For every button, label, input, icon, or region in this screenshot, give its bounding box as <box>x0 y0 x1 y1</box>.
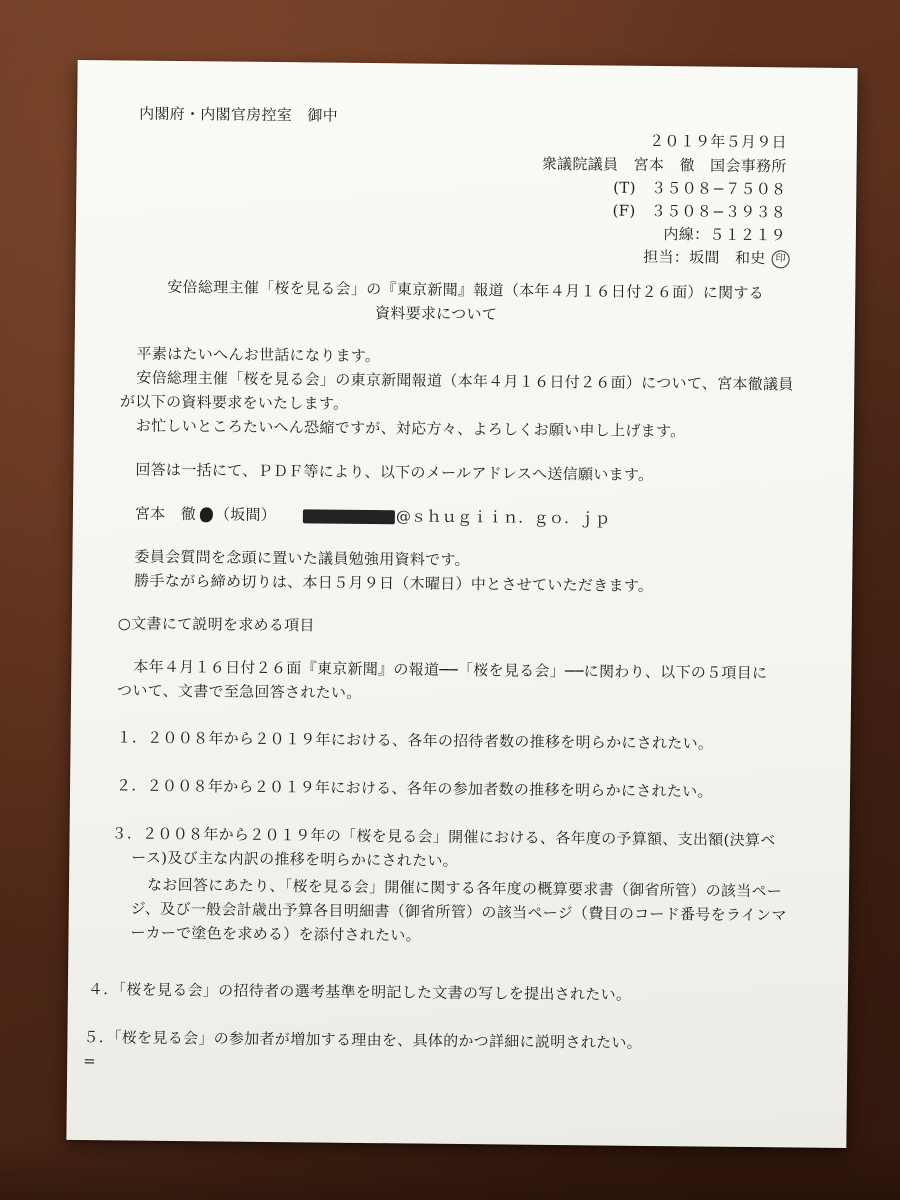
redaction-blob <box>200 507 213 522</box>
item-3-note-line-3: ーカーで塗色を求める）を添付されたい。 <box>130 923 422 945</box>
section-heading: ○文書にて説明を求める項目 <box>117 614 315 635</box>
title-line-2: 資料要求について <box>374 304 498 324</box>
section-intro-line-1: 本年４月１６日付２６面『東京新聞』の報道──「桜を見る会」──に関わり、以下の５項目に <box>133 657 768 683</box>
addressee: 内閣府・内閣官房控室 御中 <box>139 104 339 125</box>
contact-line <box>643 249 790 269</box>
section-intro-line-2: ついて、文書で至急回答されたい。 <box>116 681 362 702</box>
item-2: ２．２００８年から２０１９年における、各年の参加者数の推移を明らかにされたい。 <box>115 776 713 801</box>
letter-date: ２０１９年５月９日 <box>649 131 787 152</box>
intro-line-4: お忙しいところたいへん恐縮ですが、対応方々、よろしくお願い申し上げます。 <box>135 416 686 441</box>
recipient-name: 宮本 徹 <box>134 504 197 524</box>
note-line-1: 委員会質問を念頭に置いた議員勉強用資料です。 <box>134 547 470 570</box>
reply-instruction: 回答は一括にて、ＰＤＦ等により、以下のメールアドレスへ送信願います。 <box>135 460 654 484</box>
redacted-email-user <box>303 509 395 524</box>
recipient-contact: （坂間） <box>214 505 277 525</box>
table-surface <box>0 1140 900 1200</box>
end-mark: = <box>83 1052 97 1071</box>
intro-line-1: 平素はたいへんお世話になります。 <box>136 344 381 366</box>
document-page <box>66 60 857 1148</box>
intro-line-3: が以下の資料要求をいたします。 <box>120 392 349 413</box>
item-5: ５．「桜を見る会」の参加者が増加する理由を、具体的かつ詳細に説明されたい。 <box>83 1028 643 1052</box>
item-3-line-1: ３．２００８年から２０１９年の「桜を見る会」開催における、各年度の予算額、支出額(決算ベ <box>111 824 776 850</box>
sender-extension: 内線：５１２１９ <box>663 225 786 245</box>
item-3-note-line-1: なお回答にあたり、「桜を見る会」開催に関する各年度の概算要求書（御省所管）の該当ペー <box>146 875 783 901</box>
item-3-note-line-2: ジ、及び一般会計歳出予算各目明細書（御省所管）の該当ページ（費目のコード番号をラインマ <box>130 899 787 925</box>
sender-office: 衆議院議員 宮本 徹 国会事務所 <box>541 154 787 176</box>
item-4: ４．「桜を見る会」の招待者の選考基準を明記した文書の写しを提出されたい。 <box>87 980 632 1004</box>
title-line-1: 安倍総理主催「桜を見る会」の『東京新聞』報道（本年４月１６日付２６面）に関する <box>167 277 765 303</box>
email-domain: @ｓｈｕｇｉｉｎ．ｇｏ．ｊｐ <box>395 507 611 528</box>
item-3-line-2: ース)及び主な内訳の推移を明らかにされたい。 <box>131 848 459 870</box>
contact-person: 担当：坂間 和史 <box>643 247 766 268</box>
seal-mark: 印 <box>772 250 790 268</box>
item-1: １．２００８年から２０１９年における、各年の招待者数の推移を明らかにされたい。 <box>116 728 714 753</box>
sender-fax: (F) ３５０８−３９３８ <box>612 201 787 222</box>
intro-line-2: 安倍総理主催「桜を見る会」の東京新聞報道（本年４月１６日付２６面）について、宮本徹議員 <box>136 368 794 394</box>
note-line-2: 勝手ながら締め切りは、本日５月９日（木曜日）中とさせていただきます。 <box>134 571 654 596</box>
sender-tel: (T) ３５０８−７５０８ <box>613 178 787 199</box>
